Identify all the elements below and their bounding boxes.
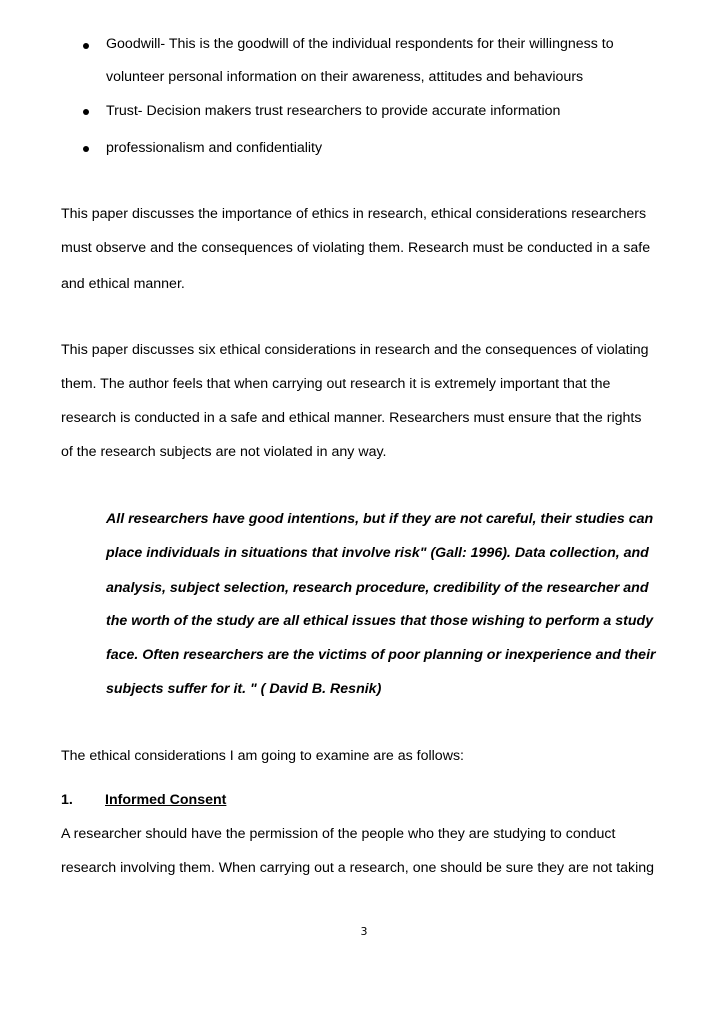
page-number: 3	[360, 925, 368, 938]
paragraph-line: This paper discusses the importance of ethics in research, ethical considerations researchers	[61, 206, 647, 222]
paragraph-line: must observe and the consequences of violating them. Research must be conducted in a safe	[61, 240, 651, 256]
bullet-professionalism-line: professionalism and confidentiality	[106, 140, 323, 156]
quote-line: analysis, subject selection, research procedure, credibility of the researcher and	[106, 580, 649, 596]
section-title: Informed Consent	[105, 792, 227, 808]
paragraph-line: of the research subjects are not violated in any way.	[61, 444, 387, 460]
paragraph-line: A researcher should have the permission of the people who they are studying to conduct	[61, 826, 616, 842]
section-number: 1.	[61, 792, 73, 808]
bullet-trust-line: Trust- Decision makers trust researchers to provide accurate information	[106, 103, 561, 119]
bullet-goodwill-line-1: Goodwill- This is the goodwill of the individual respondents for their willingness to	[106, 36, 614, 52]
paragraph-line: and ethical manner.	[61, 276, 185, 292]
quote-line: All researchers have good intentions, but if they are not careful, their studies can	[106, 511, 654, 527]
quote-line: the worth of the study are all ethical issues that those wishing to perform a study	[106, 613, 654, 629]
bullet-icon	[83, 109, 89, 115]
considerations-intro: The ethical considerations I am going to examine are as follows:	[61, 748, 464, 764]
bullet-icon	[83, 146, 89, 152]
paragraph-line: research is conducted in a safe and ethical manner. Researchers must ensure that the rights	[61, 410, 642, 426]
paragraph-line: them. The author feels that when carrying out research it is extremely important that the	[61, 376, 611, 392]
quote-line: place individuals in situations that involve risk" (Gall: 1996). Data collection, and	[106, 545, 649, 561]
quote-line: subjects suffer for it. " ( David B. Resnik)	[106, 681, 382, 697]
bullet-goodwill-line-2: volunteer personal information on their awareness, attitudes and behaviours	[106, 69, 584, 85]
quote-line: face. Often researchers are the victims of poor planning or inexperience and their	[106, 647, 656, 663]
bullet-icon	[83, 43, 89, 49]
paragraph-line: research involving them. When carrying out a research, one should be sure they are not taking	[61, 860, 655, 876]
paragraph-line: This paper discusses six ethical considerations in research and the consequences of violating	[61, 342, 649, 358]
